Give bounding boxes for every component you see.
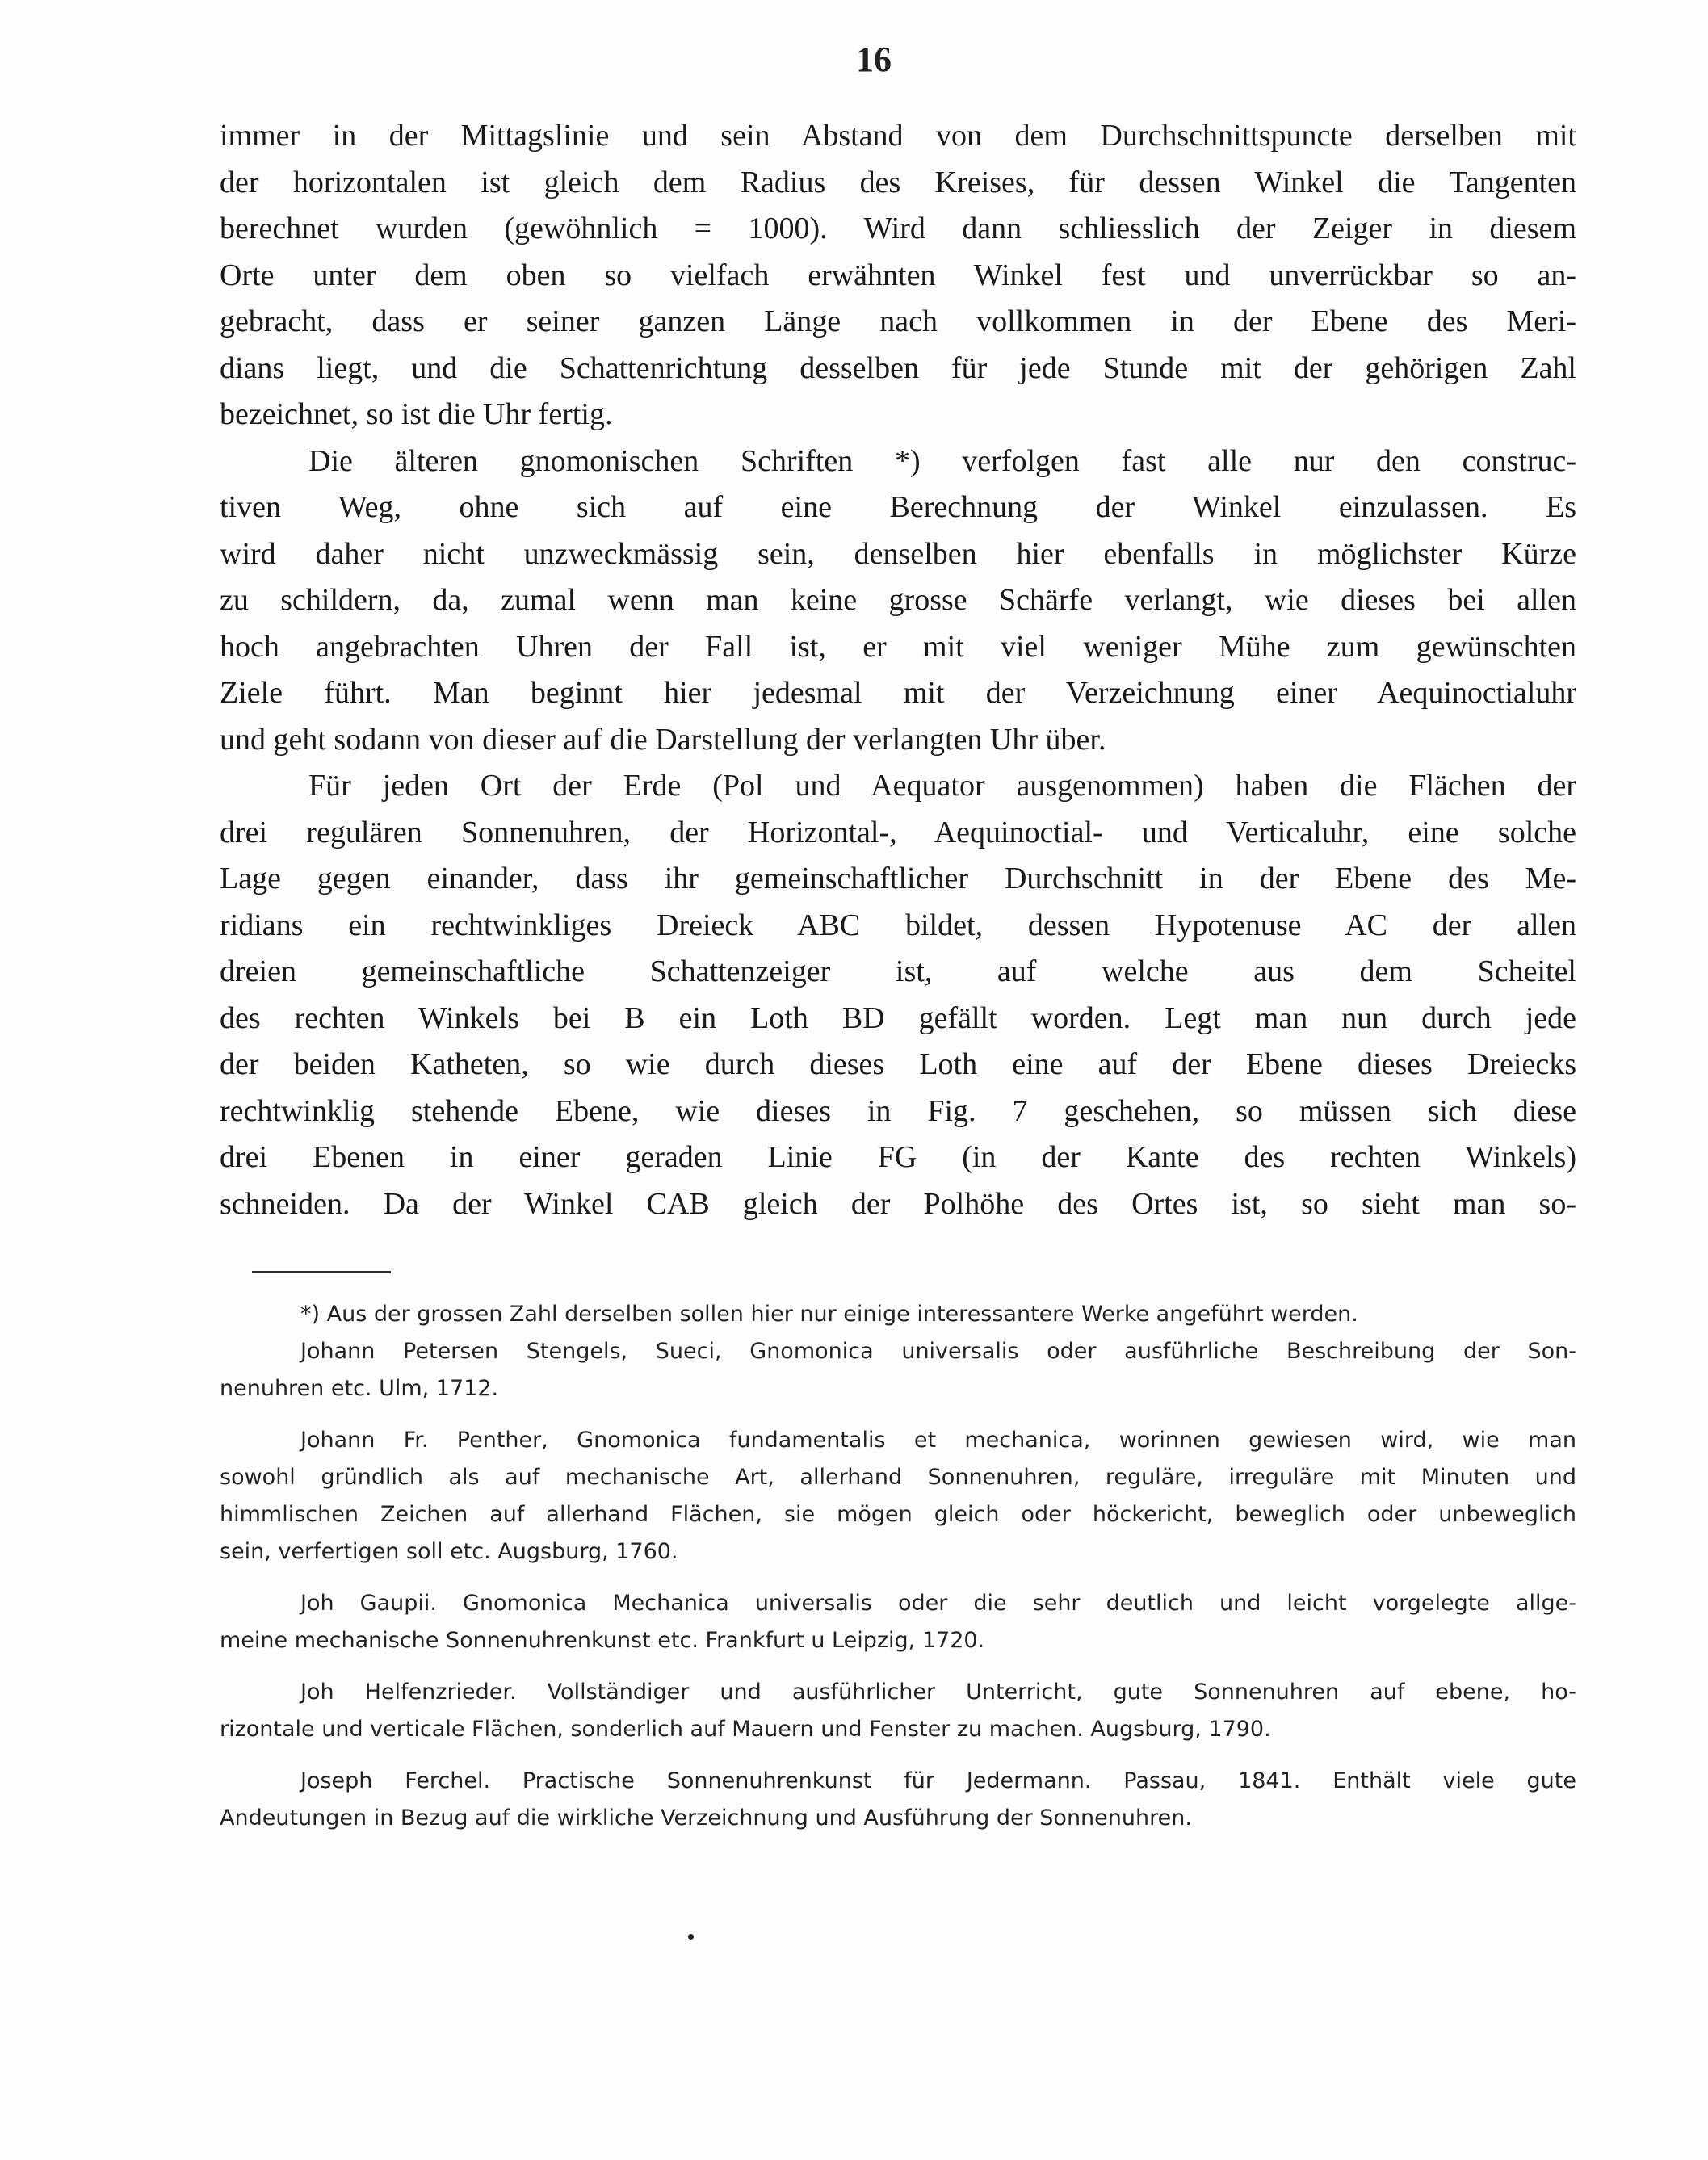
text-line: Lage gegen einander, dass ihr gemeinschaftlicher Durchschnitt in der Ebene des Me- bbox=[220, 862, 1576, 895]
footnotes bbox=[220, 1296, 1576, 1837]
text-line: immer in der Mittagslinie und sein Abstand von dem Durchschnittspuncte derselben mit bbox=[220, 119, 1576, 153]
text-line: berechnet wurden (gewöhnlich = 1000). Wird dann schliesslich der Zeiger in diesem bbox=[220, 212, 1576, 245]
text-line: Ziele führt. Man beginnt hier jedesmal mit der Verzeichnung einer Aequinoctialuhr bbox=[220, 676, 1576, 710]
text-line: dians liegt, und die Schattenrichtung desselben für jede Stunde mit der gehörigen Zahl bbox=[220, 350, 1576, 385]
ink-dot bbox=[688, 1934, 694, 1940]
text-line: Für jeden Ort der Erde (Pol und Aequator ausgenommen) haben die Flächen der bbox=[308, 769, 1576, 803]
footnote-line: Johann Fr. Penther, Gnomonica fundamentalis et mechanica, worinnen gewiesen wird, wie man bbox=[300, 1428, 1576, 1453]
footnote-line: Joseph Ferchel. Practische Sonnenuhrenkunst für Jedermann. Passau, 1841. Enthält viele gute bbox=[300, 1768, 1576, 1793]
footnote-line: himmlischen Zeichen auf allerhand Flächen, sie mögen gleich oder höckericht, beweglich oder unbeweglich bbox=[220, 1502, 1576, 1527]
body-text bbox=[220, 113, 1576, 1227]
footnote-line: *) Aus der grossen Zahl derselben sollen hier nur einige interessantere Werke angeführt werden. bbox=[300, 1302, 1358, 1327]
text-line: der beiden Katheten, so wie durch dieses Loth eine auf der Ebene dieses Dreiecks bbox=[220, 1047, 1576, 1081]
footnote-line: sowohl gründlich als auf mechanische Art, allerhand Sonnenuhren, reguläre, irreguläre mit Minuten und bbox=[220, 1465, 1576, 1490]
text-line: und geht sodann von dieser auf die Darstellung der verlangten Uhr über. bbox=[220, 722, 1106, 757]
text-line: drei regulären Sonnenuhren, der Horizontal-, Aequinoctial- und Verticaluhr, eine solche bbox=[220, 815, 1576, 849]
text-line: bezeichnet, so ist die Uhr fertig. bbox=[220, 397, 613, 431]
text-line: rechtwinklig stehende Ebene, wie dieses in Fig. 7 geschehen, so müssen sich diese bbox=[220, 1093, 1576, 1128]
text-line: gebracht, dass er seiner ganzen Länge nach vollkommen in der Ebene des Meri- bbox=[220, 304, 1576, 338]
footnote-line: meine mechanische Sonnenuhrenkunst etc. Frankfurt u Leipzig, 1720. bbox=[220, 1628, 985, 1653]
footnote-line: Andeutungen in Bezug auf die wirkliche Verzeichnung und Ausführung der Sonnenuhren. bbox=[220, 1806, 1192, 1831]
text-line: Orte unter dem oben so vielfach erwähnten Winkel fest und unverrückbar so an- bbox=[220, 258, 1576, 292]
text-line: der horizontalen ist gleich dem Radius des Kreises, für dessen Winkel die Tangenten bbox=[220, 165, 1576, 199]
footnote-line: Joh Helfenzrieder. Vollständiger und ausführlicher Unterricht, gute Sonnenuhren auf ebene, ho- bbox=[300, 1680, 1576, 1705]
footnote-divider bbox=[252, 1271, 391, 1273]
text-line: wird daher nicht unzweckmässig sein, denselben hier ebenfalls in möglichster Kürze bbox=[220, 536, 1576, 571]
footnote-line: sein, verfertigen soll etc. Augsburg, 1760. bbox=[220, 1539, 678, 1564]
footnote-line: Joh Gaupii. Gnomonica Mechanica universalis oder die sehr deutlich und leicht vorgelegte allge- bbox=[300, 1591, 1576, 1616]
text-line: Die älteren gnomonischen Schriften *) verfolgen fast alle nur den construc- bbox=[308, 443, 1576, 478]
footnote-line: Johann Petersen Stengels, Sueci, Gnomonica universalis oder ausführliche Beschreibung der Son- bbox=[300, 1339, 1576, 1364]
text-line: hoch angebrachten Uhren der Fall ist, er mit viel weniger Mühe zum gewünschten bbox=[220, 629, 1576, 664]
footnote-line: rizontale und verticale Flächen, sonderlich auf Mauern und Fenster zu machen. Augsburg, 1790. bbox=[220, 1717, 1271, 1742]
text-line: tiven Weg, ohne sich auf eine Berechnung der Winkel einzulassen. Es bbox=[220, 490, 1576, 524]
text-line: drei Ebenen in einer geraden Linie FG (in der Kante des rechten Winkels) bbox=[220, 1140, 1576, 1174]
text-line: schneiden. Da der Winkel CAB gleich der Polhöhe des Ortes ist, so sieht man so- bbox=[220, 1186, 1576, 1221]
text-line: dreien gemeinschaftliche Schattenzeiger ist, auf welche aus dem Scheitel bbox=[220, 954, 1576, 988]
text-line: zu schildern, da, zumal wenn man keine grosse Schärfe verlangt, wie dieses bei allen bbox=[220, 583, 1576, 617]
footnote-line: nenuhren etc. Ulm, 1712. bbox=[220, 1376, 499, 1401]
text-line: ridians ein rechtwinkliges Dreieck ABC bildet, dessen Hypotenuse AC der allen bbox=[220, 908, 1576, 942]
text-line: des rechten Winkels bei B ein Loth BD gefällt worden. Legt man nun durch jede bbox=[220, 1000, 1576, 1035]
page-number: 16 bbox=[856, 40, 892, 79]
